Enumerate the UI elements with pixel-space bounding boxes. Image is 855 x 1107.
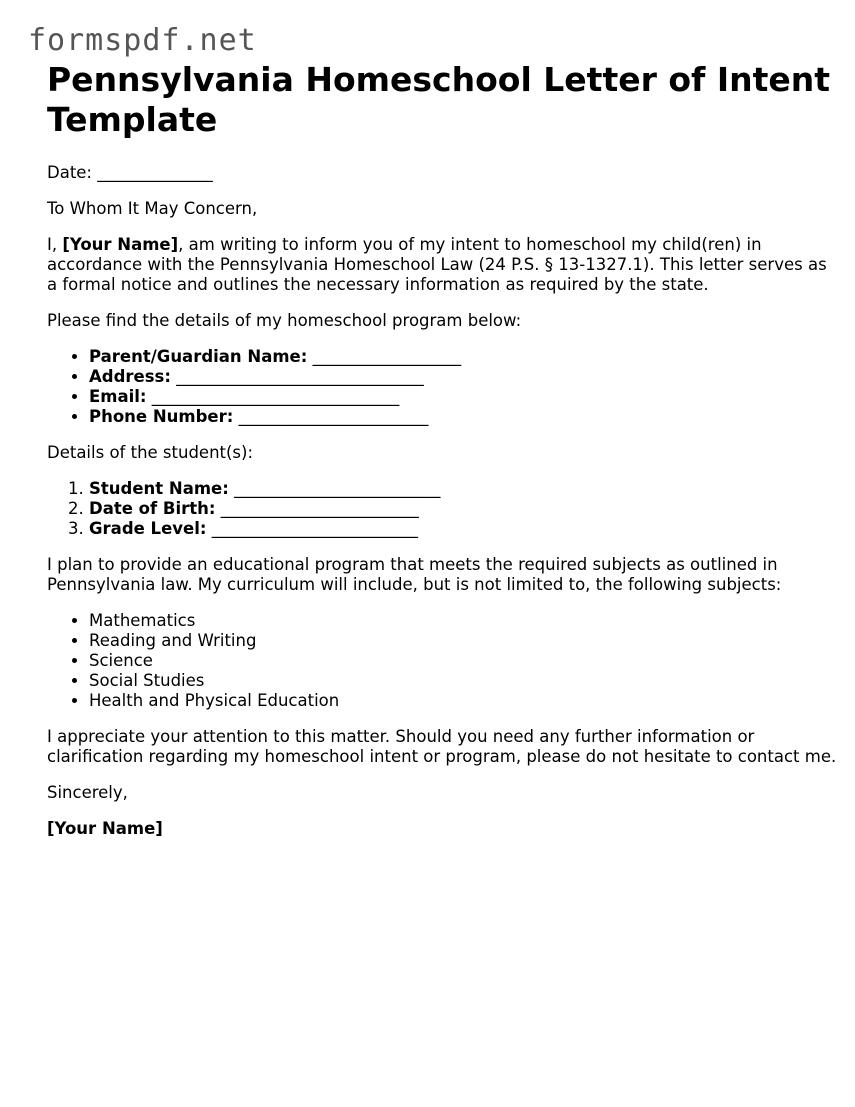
field-blank: ______________________________ [170,367,424,386]
list-item: • Health and Physical Education [89,691,837,711]
list-item [89,367,837,387]
field-label: Student Name: [89,479,229,498]
list-item [89,347,837,367]
list-item [89,387,837,407]
list-item: • Social Studies [89,671,837,691]
curriculum-intro: I plan to provide an educational program that meets the required subjects as outlined in Pennsylvania law. My curriculum will include, but is not limited to, the following subjects: [47,555,782,594]
salutation: To Whom It May Concern, [47,199,258,218]
watermark: formspdf.net [28,23,257,58]
list-item [89,519,837,539]
student-intro: Details of the student(s): [47,443,254,462]
list-item [89,407,837,427]
list-item [89,479,837,499]
intro-suffix: , am writing to inform you of my intent to homeschool my child(ren) in accordance with the Pennsylvania Homeschool Law (24 P.S. § 13-1327.1). This letter serves as a formal notice and outlines the necessary information as required by the state. [47,235,827,294]
field-label: Grade Level: [89,519,207,538]
letter-document [47,60,837,855]
field-label: Email: [89,387,147,406]
student-fields-list [47,479,837,539]
signature-name: [Your Name] [47,819,163,838]
field-blank: _________________________ [206,519,418,538]
signoff: Sincerely, [47,783,128,802]
list-item: • Science [89,651,837,671]
field-label: Parent/Guardian Name: [89,347,308,366]
parent-fields-list [47,347,837,427]
field-label: Address: [89,367,171,386]
subjects-list [47,611,837,711]
field-blank: _________________________ [228,479,441,498]
signature [47,819,837,839]
closing-paragraph: I appreciate your attention to this matter. Should you need any further information or clarification regarding my homeschool intent or program, please do not hesitate to contact me. [47,727,837,766]
field-blank: __________________ [307,347,462,366]
field-label: Date of Birth: [89,499,216,518]
field-blank: _______________________ [233,407,429,426]
field-blank: ______________________________ [146,387,400,406]
list-item [89,499,837,519]
intro-paragraph [47,235,837,295]
field-blank: ________________________ [215,499,419,518]
list-item: • Mathematics [89,611,837,631]
page-title: Pennsylvania Homeschool Letter of Intent Template [47,60,831,139]
list-item: • Reading and Writing [89,631,837,651]
intro-name-placeholder: [Your Name] [62,235,179,254]
date-line: Date: ______________ [47,163,213,182]
program-intro: Please find the details of my homeschool program below: [47,311,522,330]
intro-prefix: I, [47,235,63,254]
field-label: Phone Number: [89,407,234,426]
